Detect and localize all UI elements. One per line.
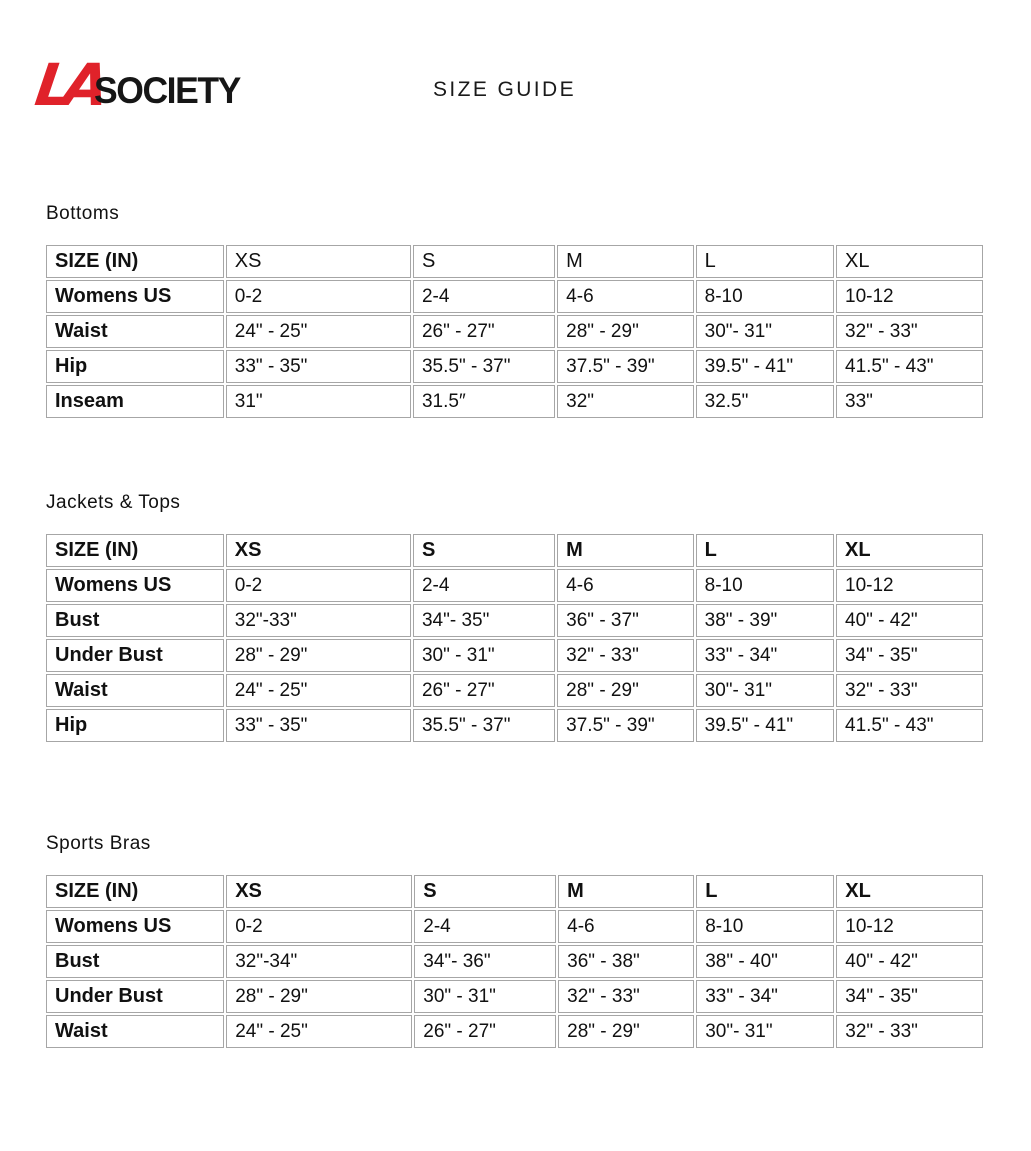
- size-cell: 36" - 38": [558, 945, 694, 978]
- size-cell: 35.5" - 37": [413, 350, 555, 383]
- table-row: [46, 569, 983, 602]
- table-row: [46, 945, 983, 978]
- column-header-l: L: [696, 875, 834, 908]
- table-row: [46, 280, 983, 313]
- size-cell: 30"- 31": [696, 315, 834, 348]
- size-cell: 39.5" - 41": [696, 350, 834, 383]
- table-corner-header: SIZE (IN): [46, 875, 224, 908]
- size-cell: 2-4: [413, 280, 555, 313]
- size-cell: 36" - 37": [557, 604, 693, 637]
- size-cell: 28" - 29": [226, 639, 411, 672]
- size-cell: 34" - 35": [836, 639, 983, 672]
- row-label: Under Bust: [46, 980, 224, 1013]
- row-label: Womens US: [46, 910, 224, 943]
- row-label: Waist: [46, 315, 224, 348]
- size-cell: 35.5" - 37": [413, 709, 555, 742]
- size-cell: 34" - 35": [836, 980, 983, 1013]
- row-label: Bust: [46, 945, 224, 978]
- size-cell: 32"-34": [226, 945, 412, 978]
- logo-la-mark: LA: [31, 51, 105, 119]
- size-cell: 32" - 33": [557, 639, 693, 672]
- size-cell: 24" - 25": [226, 674, 411, 707]
- size-cell: 32.5": [696, 385, 834, 418]
- size-cell: 28" - 29": [558, 1015, 694, 1048]
- table-corner-header: SIZE (IN): [46, 245, 224, 278]
- column-header-xs: XS: [226, 534, 411, 567]
- size-table-bottoms: [44, 243, 985, 420]
- size-cell: 32": [557, 385, 693, 418]
- size-cell: 0-2: [226, 910, 412, 943]
- size-cell: 38" - 40": [696, 945, 834, 978]
- column-header-xl: XL: [836, 875, 983, 908]
- column-header-s: S: [414, 875, 556, 908]
- size-cell: 31": [226, 385, 411, 418]
- size-cell: 8-10: [696, 569, 834, 602]
- size-cell: 10-12: [836, 910, 983, 943]
- size-cell: 32" - 33": [836, 1015, 983, 1048]
- size-cell: 34"- 35": [413, 604, 555, 637]
- section-jackets-tops: [44, 492, 985, 744]
- size-cell: 24" - 25": [226, 1015, 412, 1048]
- row-label: Hip: [46, 709, 224, 742]
- size-cell: 40" - 42": [836, 945, 983, 978]
- row-label: Womens US: [46, 280, 224, 313]
- section-title-bottoms: Bottoms: [46, 203, 120, 224]
- row-label: Womens US: [46, 569, 224, 602]
- table-row: [46, 315, 983, 348]
- page-title: SIZE GUIDE: [433, 78, 577, 101]
- size-cell: 37.5" - 39": [557, 709, 693, 742]
- size-cell: 10-12: [836, 280, 983, 313]
- size-cell: 4-6: [557, 280, 693, 313]
- table-header-row: [46, 875, 983, 908]
- row-label: Bust: [46, 604, 224, 637]
- size-cell: 2-4: [413, 569, 555, 602]
- size-cell: 28" - 29": [557, 315, 693, 348]
- table-row: [46, 350, 983, 383]
- column-header-l: L: [696, 245, 834, 278]
- size-cell: 26" - 27": [414, 1015, 556, 1048]
- table-corner-header: SIZE (IN): [46, 534, 224, 567]
- row-label: Hip: [46, 350, 224, 383]
- size-cell: 31.5″: [413, 385, 555, 418]
- table-row: [46, 709, 983, 742]
- row-label: Waist: [46, 674, 224, 707]
- size-cell: 4-6: [557, 569, 693, 602]
- table-row: [46, 639, 983, 672]
- column-header-xs: XS: [226, 245, 411, 278]
- logo-society-text: SOCIETY: [94, 70, 240, 111]
- size-cell: 30"- 31": [696, 674, 834, 707]
- size-cell: 33" - 35": [226, 350, 411, 383]
- size-cell: 39.5" - 41": [696, 709, 834, 742]
- table-row: [46, 980, 983, 1013]
- size-cell: 10-12: [836, 569, 983, 602]
- size-cell: 32"-33": [226, 604, 411, 637]
- section-title-sports-bras: Sports Bras: [46, 833, 151, 854]
- size-cell: 26" - 27": [413, 315, 555, 348]
- size-cell: 32" - 33": [558, 980, 694, 1013]
- size-cell: 41.5" - 43": [836, 709, 983, 742]
- section-sports-bras: [44, 833, 985, 1050]
- size-cell: 24" - 25": [226, 315, 411, 348]
- size-cell: 2-4: [414, 910, 556, 943]
- table-row: [46, 674, 983, 707]
- size-cell: 30" - 31": [414, 980, 556, 1013]
- size-cell: 8-10: [696, 280, 834, 313]
- column-header-xs: XS: [226, 875, 412, 908]
- size-cell: 30" - 31": [413, 639, 555, 672]
- column-header-m: M: [558, 875, 694, 908]
- size-cell: 33" - 35": [226, 709, 411, 742]
- column-header-l: L: [696, 534, 834, 567]
- size-cell: 37.5" - 39": [557, 350, 693, 383]
- size-cell: 26" - 27": [413, 674, 555, 707]
- column-header-m: M: [557, 534, 693, 567]
- section-bottoms: [44, 203, 985, 420]
- column-header-s: S: [413, 534, 555, 567]
- table-header-row: [46, 245, 983, 278]
- table-row: [46, 385, 983, 418]
- size-cell: 32" - 33": [836, 674, 983, 707]
- table-row: [46, 910, 983, 943]
- size-table-jackets-tops: [44, 532, 985, 744]
- column-header-m: M: [557, 245, 693, 278]
- size-cell: 0-2: [226, 569, 411, 602]
- size-cell: 40" - 42": [836, 604, 983, 637]
- table-row: [46, 1015, 983, 1048]
- section-title-jackets-tops: Jackets & Tops: [46, 492, 181, 513]
- size-cell: 33": [836, 385, 983, 418]
- table-header-row: [46, 534, 983, 567]
- table-row: [46, 604, 983, 637]
- size-cell: 38" - 39": [696, 604, 834, 637]
- size-cell: 32" - 33": [836, 315, 983, 348]
- row-label: Waist: [46, 1015, 224, 1048]
- size-cell: 8-10: [696, 910, 834, 943]
- size-cell: 33" - 34": [696, 980, 834, 1013]
- size-table-sports-bras: [44, 873, 985, 1050]
- column-header-xl: XL: [836, 534, 983, 567]
- column-header-s: S: [413, 245, 555, 278]
- size-cell: 33" - 34": [696, 639, 834, 672]
- size-cell: 0-2: [226, 280, 411, 313]
- size-cell: 30"- 31": [696, 1015, 834, 1048]
- size-cell: 28" - 29": [557, 674, 693, 707]
- column-header-xl: XL: [836, 245, 983, 278]
- size-cell: 34"- 36": [414, 945, 556, 978]
- size-cell: 28" - 29": [226, 980, 412, 1013]
- size-cell: 4-6: [558, 910, 694, 943]
- size-cell: 41.5" - 43": [836, 350, 983, 383]
- row-label: Under Bust: [46, 639, 224, 672]
- row-label: Inseam: [46, 385, 224, 418]
